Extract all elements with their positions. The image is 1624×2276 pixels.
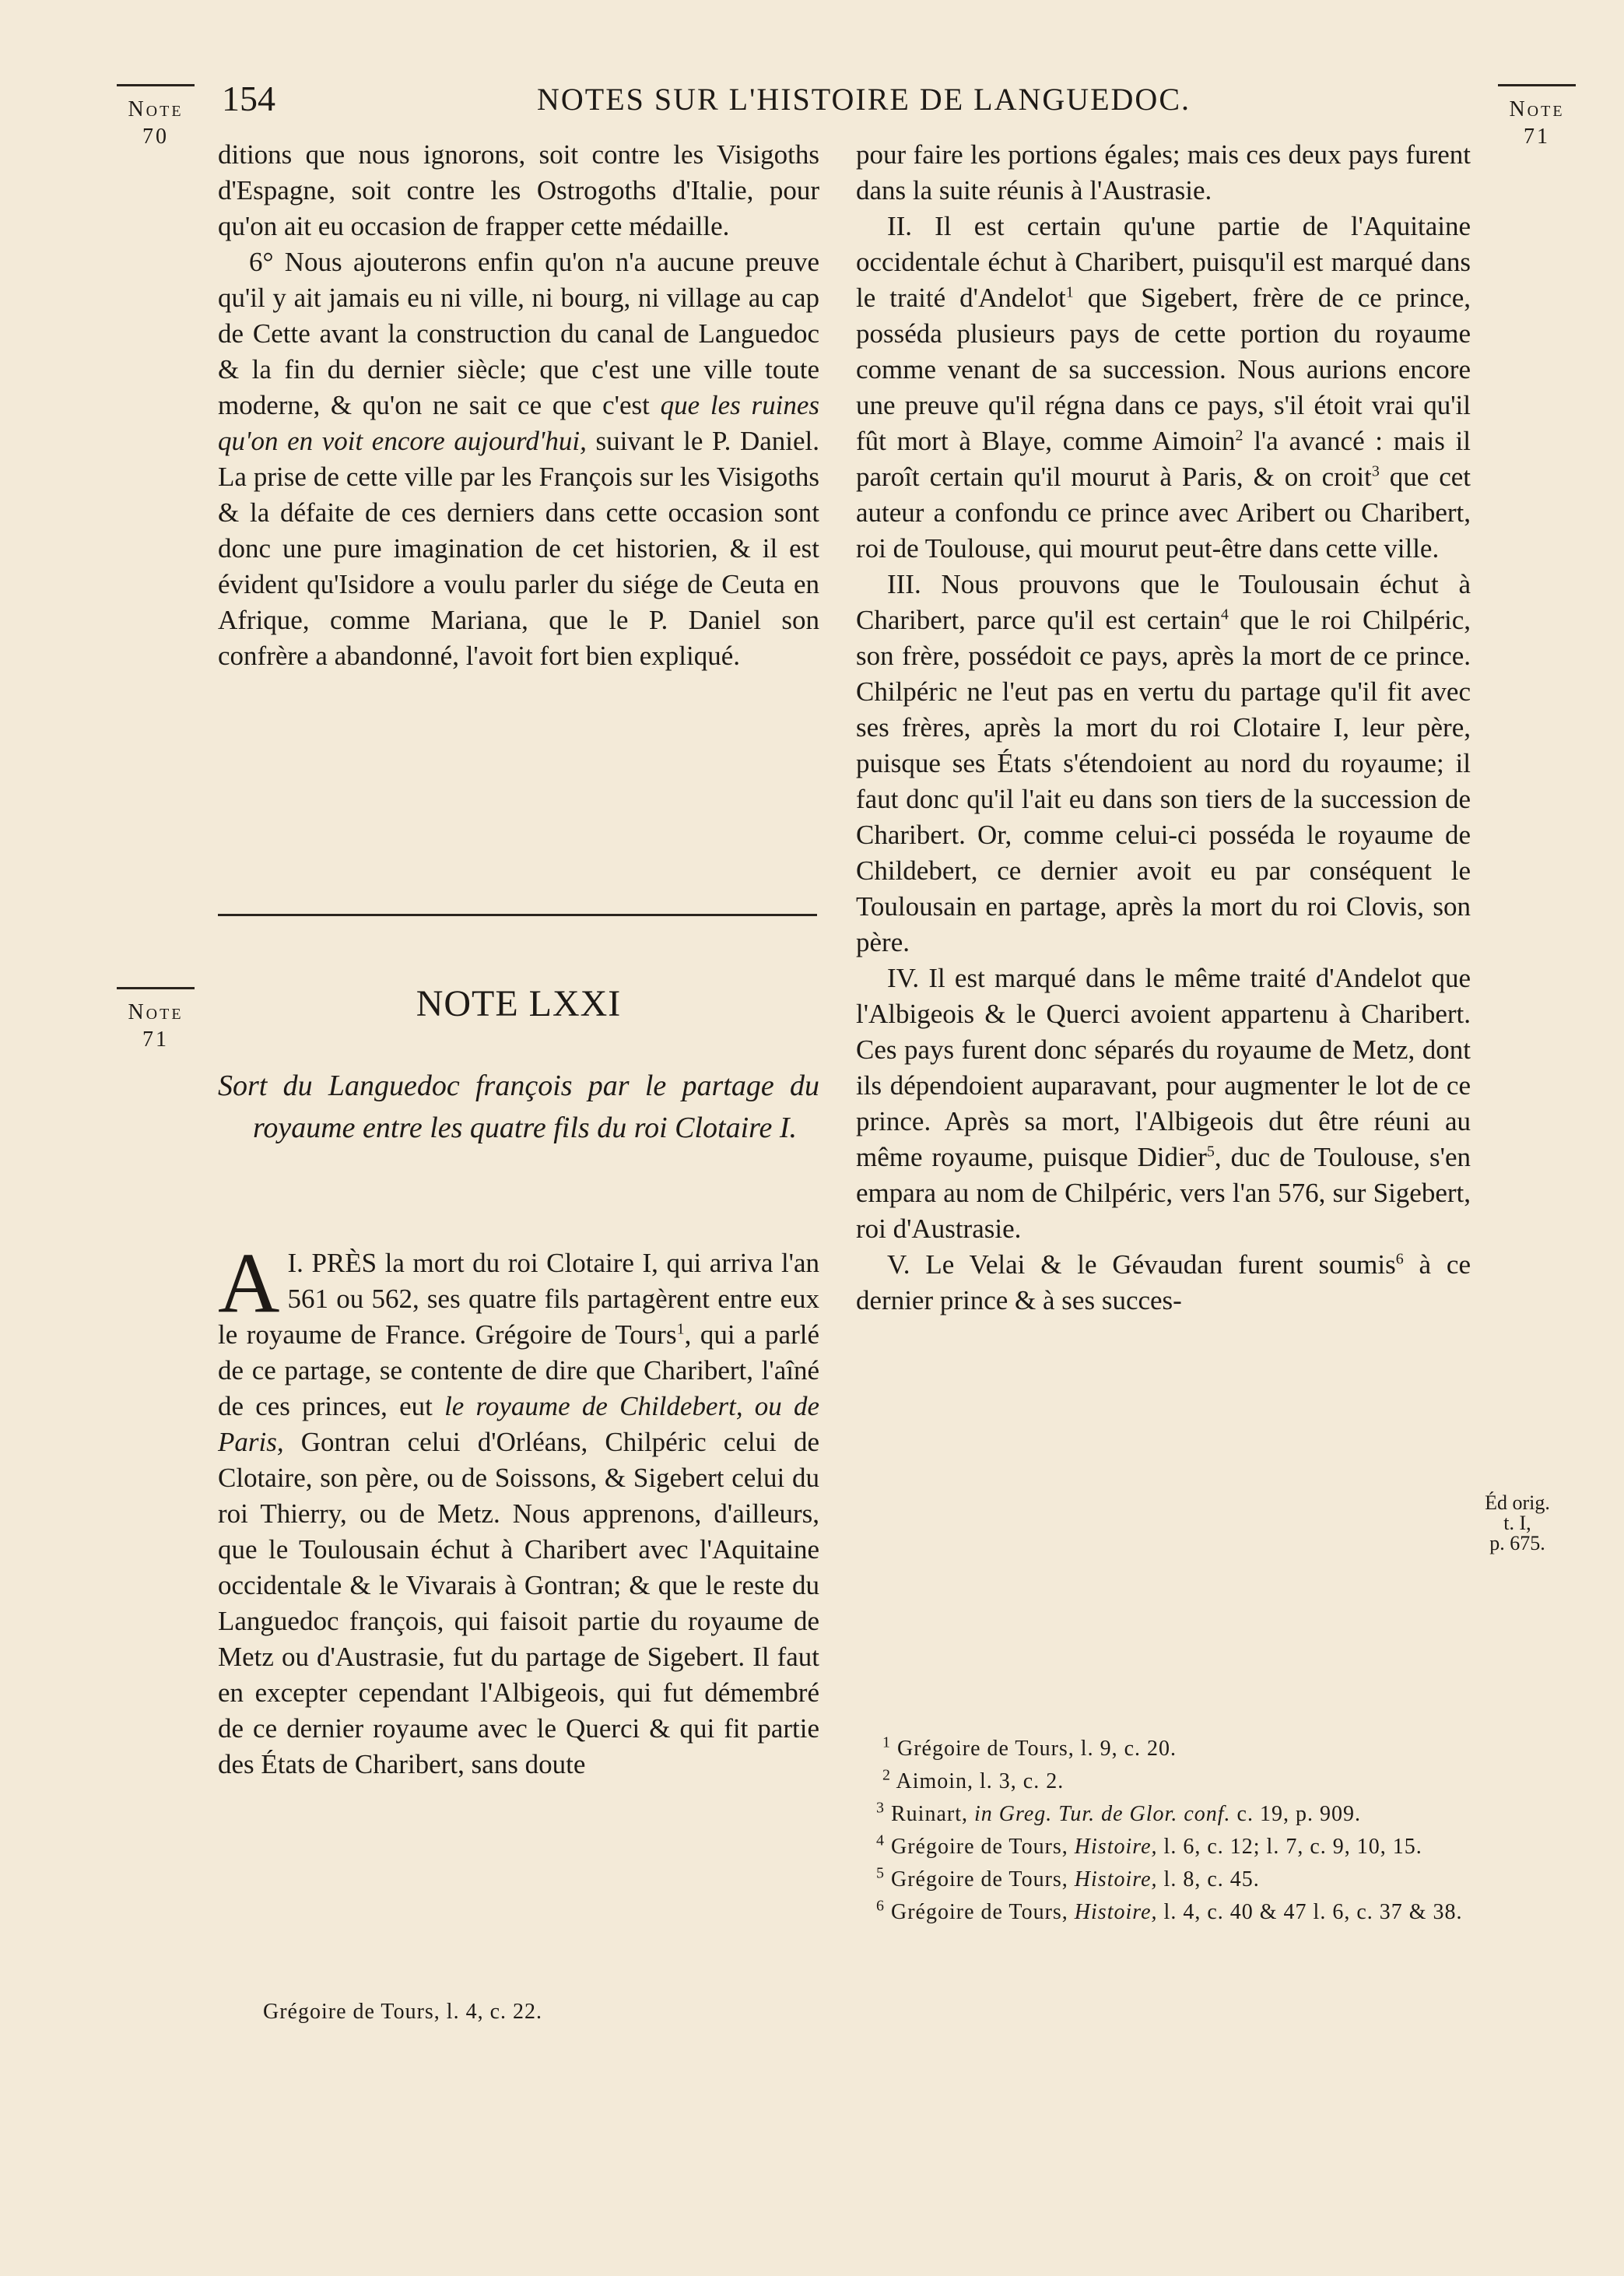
footnote: $^5$ Grégoire de Tours, Histoire, l. 8, c. 45. bbox=[876, 1864, 1260, 1891]
footnote: $^3$ Ruinart, in Greg. Tur. de Glor. conf. c. 19, p. 909. bbox=[876, 1799, 1361, 1826]
paragraph: ditions que nous ignorons, soit contre les Visigoths d'Espagne, soit contre les Ostrogoths d'Italie, pour qu'on ait eu occasion de frapper cette médaille. bbox=[218, 139, 819, 241]
paragraph: I. A PRÈS la mort du roi Clotaire I, qui arriva l'an 561 ou 562, ses quatre fils partagèrent entre eux le royaume de France. Grégoire de Tours$^1$, qui a parlé de ce partage, se contente de dire que Charibert, l'aîné de ces princes, eut le royaume de Childebert, ou de Paris, Gontran celui d'Orléans, Chilpéric celui de Clotaire, son père, ou de Soissons, & Sigebert celui du roi Thierry, ou de Metz. Nous apprenons, d'ailleurs, que le Toulousain échut à Charibert avec l'Aquitaine occidentale & le Vivarais à Gontran; & que le reste du Languedoc françois, qui faisoit partie du royaume de Metz ou d'Austrasie, fut du partage de Sigebert. Il faut en excepter cependant l'Albigeois, qui fut démembré de ce dernier royaume avec le Querci & qui fit partie des États de Charibert, sans doute bbox=[218, 1235, 820, 1779]
paragraph: 6° Nous ajouterons enfin qu'on n'a aucune preuve qu'il y ait jamais eu ni ville, ni bourg, ni village au cap de Cette avant la construction du canal de Languedoc & la fin du dernier siècle; que c'est une ville toute moderne, & qu'on ne sait ce que c'est que les ruines qu'on en voit encore aujourd'hui, suivant le P. Daniel. La prise de cette ville par les François sur les Visigoths & la défaite de ces derniers dans cette occasion sont donc une pure imagination de cet historien, & il est évident qu'Isidore a voulu parler du siége de Ceuta en Afrique, comme Mariana, que le P. Daniel son confrère a abandonné, l'avoit fort bien expliqué. bbox=[218, 247, 819, 671]
footnote: $^2$ Aimoin, l. 3, c. 2. bbox=[882, 1766, 1065, 1793]
margin-note-tag-top-left: Note 70 bbox=[117, 84, 195, 150]
page-number: 154 bbox=[222, 79, 275, 118]
ed-orig-reference: Éd orig. t. I, p. 675. bbox=[1485, 1491, 1550, 1554]
paragraph: II. Il est certain qu'une partie de l'Aquitaine occidentale échut à Charibert, puisqu'il est marqué dans le traité d'Andelot$^1$ que Sigebert, frère de ce prince, posséda plusieurs pays de cette portion du royaume comme venant de sa succession. Nous aurions encore une preuve qu'il régna dans ce pays, s'il étoit vrai qu'il fût mort à Blaye, comme Aimoin$^2$ l'a avancé : mais il paroît certain qu'il mourut à Paris, & on croit$^3$ que cet auteur a confondu ce prince avec Aribert ou Charibert, roi de Toulouse, qui mourut peut-être dans cette ville. bbox=[856, 211, 1471, 564]
paragraph: V. Le Velai & le Gévaudan furent soumis$^6$ à ce dernier prince & à ses succes- bbox=[856, 1249, 1471, 1315]
margin-note-tag-top-right: Note 71 bbox=[1498, 84, 1576, 150]
footnote: $^4$ Grégoire de Tours, Histoire, l. 6, c. 12; l. 7, c. 9, 10, 15. bbox=[876, 1832, 1422, 1859]
section-separator bbox=[218, 914, 817, 916]
margin-note-tag-section: Note 71 bbox=[117, 987, 195, 1053]
right-column bbox=[856, 137, 1471, 1319]
note-subtitle: Sort du Languedoc françois par le partage du royaume entre les quatre fils du roi Clotaire I. bbox=[218, 1070, 819, 1144]
paragraph: IV. Il est marqué dans le même traité d'Andelot que l'Albigeois & le Querci avoient appartenu à Charibert. Ces pays furent donc séparés du royaume de Metz, dont ils dépendoient auparavant, pour augmenter le lot de ce prince. Après sa mort, l'Albigeois dut être réuni au même royaume, puisque Didier$^5$, duc de Toulouse, s'en empara au nom de Chilpéric, vers l'an 576, sur Sigebert, roi d'Austrasie. bbox=[856, 963, 1471, 1244]
section-1 bbox=[218, 1235, 820, 1783]
left-column-top bbox=[218, 137, 819, 674]
note-heading: NOTE LXXI bbox=[416, 983, 622, 1024]
footnote: $^1$ Grégoire de Tours, l. 9, c. 20. bbox=[882, 1733, 1177, 1761]
paragraph: pour faire les portions égales; mais ces deux pays furent dans la suite réunis à l'Austrasie. bbox=[856, 139, 1471, 205]
left-footnote: Grégoire de Tours, l. 4, c. 22. bbox=[263, 2000, 543, 2024]
right-footnotes bbox=[856, 1733, 1471, 1929]
footnote: $^6$ Grégoire de Tours, Histoire, l. 4, c. 40 & 47 l. 6, c. 37 & 38. bbox=[876, 1897, 1463, 1924]
drop-cap: A bbox=[218, 1235, 280, 1330]
paragraph: III. Nous prouvons que le Toulousain échut à Charibert, parce qu'il est certain$^4$ que le roi Chilpéric, son frère, possédoit ce pays, après la mort de ce prince. Chilpéric ne l'eut pas en vertu du partage qu'il fit avec ses frères, après la mort du roi Clotaire I, leur père, puisque ses États s'étendoient au nord du royaume; il faut donc qu'il l'ait eu dans son tiers de la succession de Charibert. Or, comme celui-ci posséda le royaume de Childebert, ce dernier avoit eu par conséquent le Toulousain en partage, après la mort du roi Clovis, son père. bbox=[856, 569, 1471, 957]
running-title: NOTES SUR L'HISTOIRE DE LANGUEDOC. bbox=[536, 82, 1191, 117]
